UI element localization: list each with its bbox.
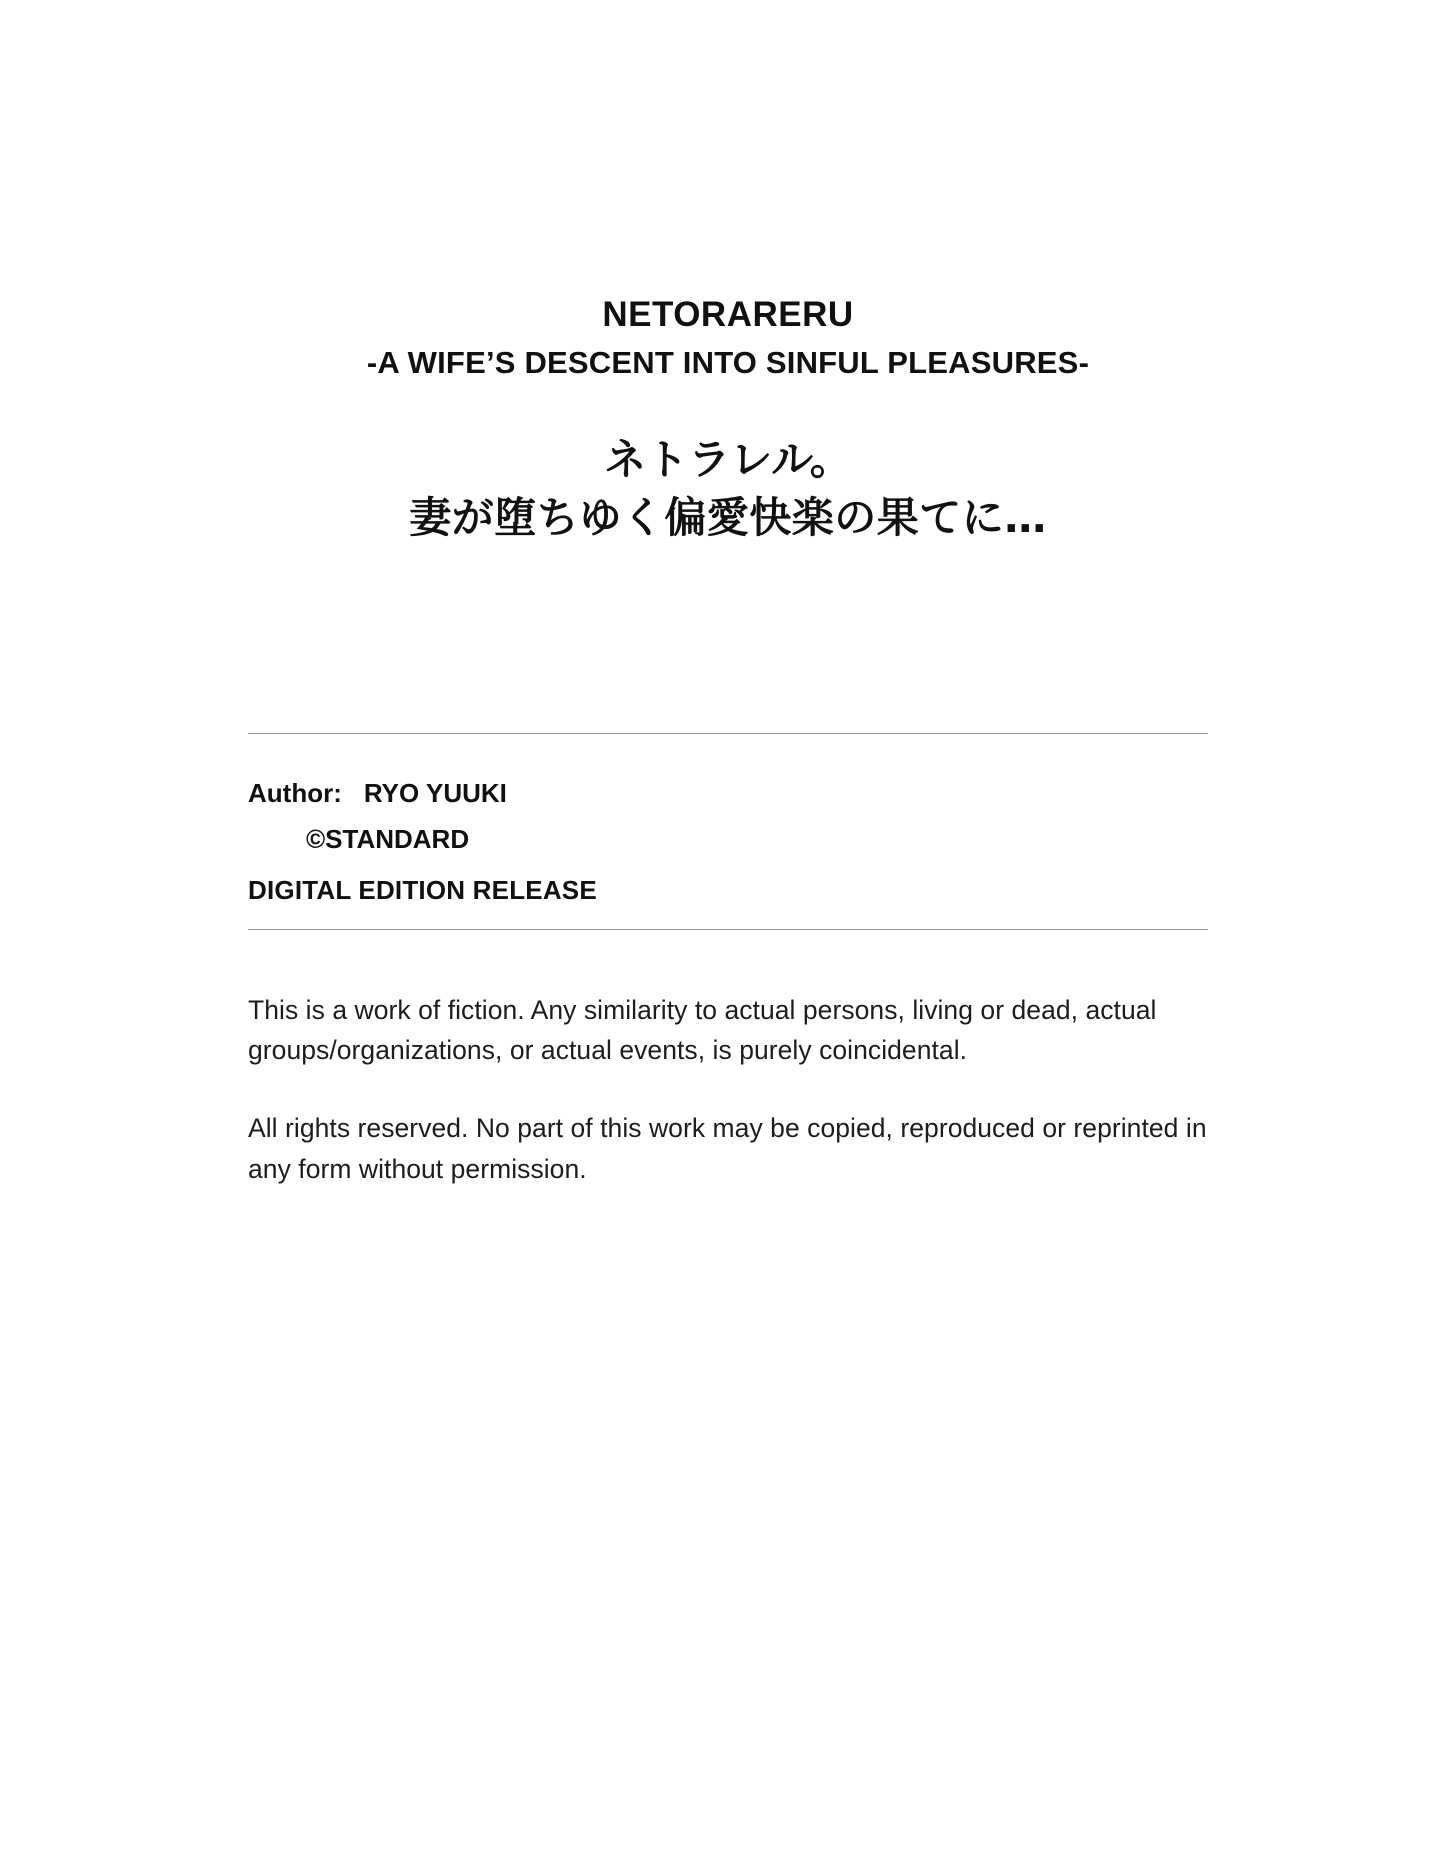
title-japanese (248, 431, 1208, 547)
author-name: RYO YUUKI (363, 777, 507, 808)
author-row (248, 777, 1208, 808)
publisher-name: ©STANDARD (306, 823, 470, 854)
title-english-subtitle: -A WIFE’S DESCENT INTO SINFUL PLEASURES- (366, 344, 1090, 380)
legal-notice (248, 990, 1208, 1189)
title-japanese-line-2: 妻が堕ちゆく偏愛快楽の果てに… (409, 492, 1047, 542)
release-label: DIGITAL EDITION RELEASE (248, 874, 597, 905)
title-japanese-line-1: ネトラレル。 (604, 434, 852, 484)
colophon-content (248, 0, 1208, 1189)
title-english-main: NETORARERU (602, 295, 854, 334)
author-label: Author: (248, 777, 342, 808)
divider-top (248, 733, 1208, 734)
title-block (248, 294, 1208, 547)
legal-paragraph-rights: All rights reserved. No part of this work may be copied, reproduced or reprinted in any form without permission. (248, 1113, 1207, 1184)
credits-block (248, 777, 1208, 905)
legal-paragraph-fiction: This is a work of fiction. Any similarity to actual persons, living or dead, actual groups/organizations, or actual events, is purely coincidental. (248, 994, 1157, 1066)
divider-bottom (248, 929, 1208, 930)
